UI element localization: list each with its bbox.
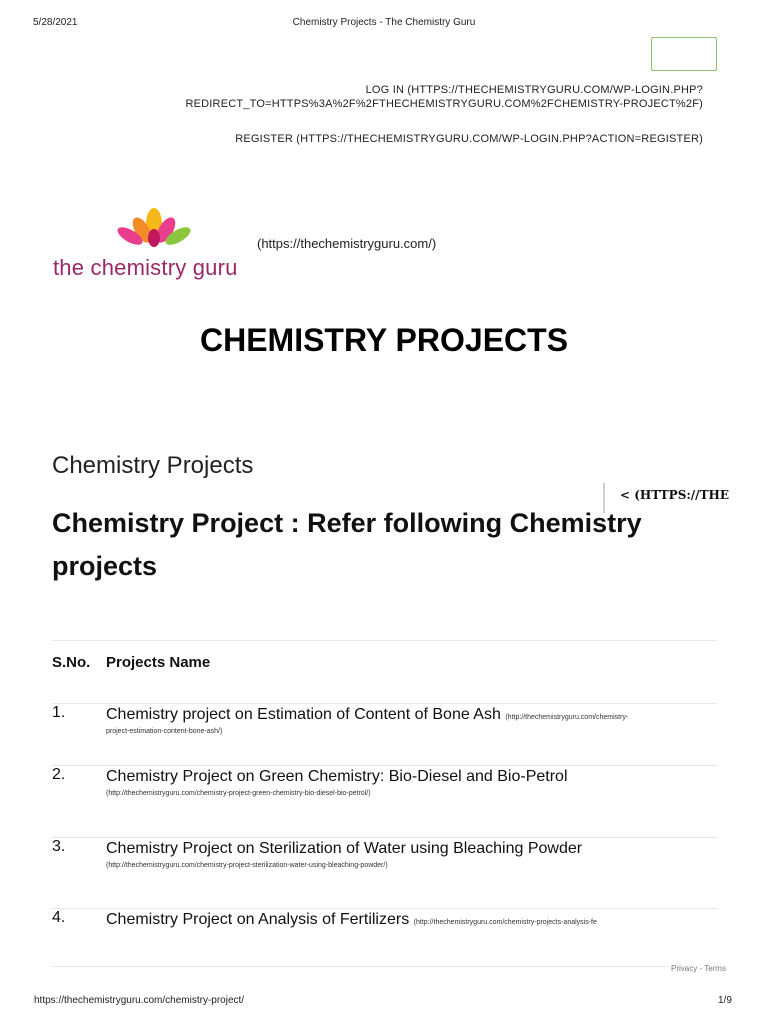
project-url[interactable]: (http://thechemistryguru.com/chemistry-project-sterilization-water-using-bleaching-powder/): [106, 862, 388, 869]
table-header-row: [52, 641, 717, 704]
logo-text[interactable]: the chemistry guru: [53, 255, 238, 280]
table-row: [52, 704, 717, 766]
login-link-line2: REDIRECT_TO=HTTPS%3A%2F%2FTHECHEMISTRYGURU.COM%2FCHEMISTRY-PROJECT%2F): [185, 98, 703, 110]
project-name[interactable]: Chemistry Project on Analysis of Fertilizers: [106, 911, 410, 928]
row-number: 1.: [52, 704, 106, 766]
section-heading: Chemistry Projects: [52, 452, 254, 479]
project-name[interactable]: Chemistry Project on Sterilization of Water using Bleaching Powder: [106, 840, 583, 857]
project-url-line2[interactable]: project-estimation-content-bone-ash/): [106, 728, 223, 735]
register-link[interactable]: REGISTER (HTTPS://THECHEMISTRYGURU.COM/WP-LOGIN.PHP?ACTION=REGISTER): [235, 133, 703, 145]
project-cell: [106, 704, 717, 766]
table-row: [52, 909, 717, 967]
project-cell: [106, 838, 717, 909]
previous-post-link[interactable]: < (HTTPS://THE: [620, 488, 729, 502]
login-link-line1: LOG IN (HTTPS://THECHEMISTRYGURU.COM/WP-LOGIN.PHP?: [365, 84, 703, 96]
page-number: 1/9: [718, 995, 732, 1006]
login-link[interactable]: [185, 84, 703, 110]
main-heading: Chemistry Project : Refer following Chemistry projects: [52, 508, 642, 581]
project-name[interactable]: Chemistry project on Estimation of Content of Bone Ash: [106, 706, 501, 723]
lotus-logo-icon[interactable]: [112, 204, 196, 252]
print-date: 5/28/2021: [33, 17, 78, 28]
table-row: [52, 766, 717, 838]
print-title: Chemistry Projects - The Chemistry Guru: [292, 17, 476, 28]
table-bottom-border: [52, 966, 669, 967]
privacy-terms-link[interactable]: Privacy - Terms: [671, 964, 726, 973]
logo-link[interactable]: (https://thechemistryguru.com/): [257, 236, 437, 251]
projects-table: [52, 640, 717, 967]
project-cell: [106, 766, 717, 838]
column-header-sno: S.No.: [52, 641, 106, 704]
project-url[interactable]: (http://thechemistryguru.com/chemistry-: [505, 714, 629, 721]
project-url[interactable]: (http://thechemistryguru.com/chemistry-projects-analysis-fe: [413, 919, 597, 926]
page-title: CHEMISTRY PROJECTS: [199, 322, 569, 358]
table-row: [52, 838, 717, 909]
column-header-projects-name: Projects Name: [106, 641, 717, 704]
footer-url: https://thechemistryguru.com/chemistry-project/: [34, 995, 245, 1006]
project-url[interactable]: (http://thechemistryguru.com/chemistry-project-green-chemistry-bio-diesel-bio-petrol/): [106, 790, 371, 797]
project-cell: [106, 909, 717, 967]
header-button[interactable]: [651, 37, 717, 71]
row-number: 4.: [52, 909, 106, 967]
row-number: 3.: [52, 838, 106, 909]
project-name[interactable]: Chemistry Project on Green Chemistry: Bio-Diesel and Bio-Petrol: [106, 768, 568, 785]
row-number: 2.: [52, 766, 106, 838]
